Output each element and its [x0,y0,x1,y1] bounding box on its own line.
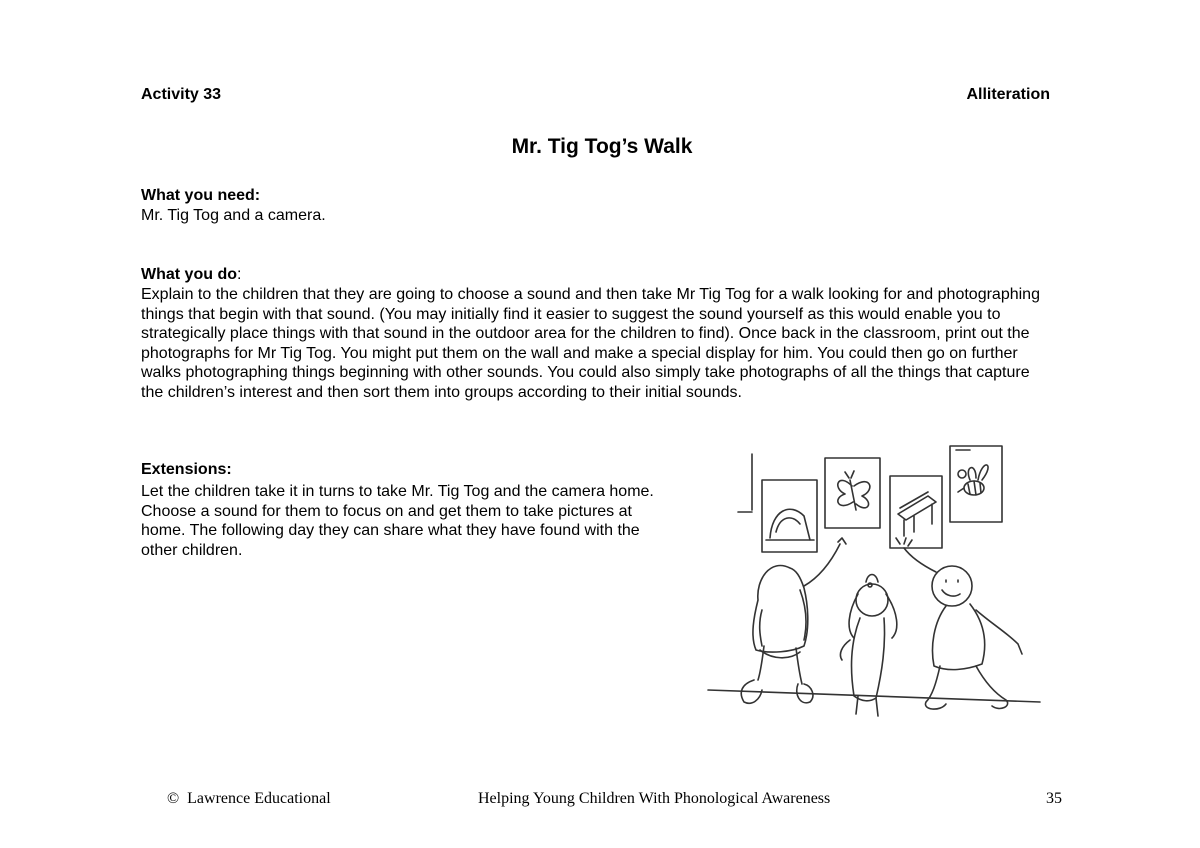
extensions-heading: Extensions: [141,461,232,478]
copyright-icon: © [167,790,180,807]
what-you-need-text: Mr. Tig Tog and a camera. [141,207,326,224]
activity-number: Activity 33 [141,86,222,103]
children-at-photo-display-illustration [700,440,1050,740]
girl-figure [741,538,846,703]
what-you-do-heading-line [141,265,241,285]
floor-line [708,690,1040,702]
wall-edge [738,454,752,512]
footer-publisher: Lawrence Educational [187,790,331,807]
footer-series-title: Helping Young Children With Phonological Awareness [478,790,831,807]
what-you-do-colon: : [236,266,242,283]
photo-frame-butterfly [825,458,880,528]
what-you-do-heading: What you do [141,266,237,283]
boy-figure [896,538,1022,709]
what-you-need-heading: What you need: [141,187,261,204]
photo-frame-slide [762,480,817,552]
extensions-text: Let the children take it in turns to take Mr. Tig Tog and the camera home. Choose a sound for them to focus on and get them to take pictures at home. The following day they can share what they have found with the other children. [141,483,654,559]
photo-frame-bench [890,476,942,548]
footer-page-number: 35 [1046,790,1062,807]
footer-copyright [167,790,331,808]
photo-frame-bee [950,446,1002,522]
what-you-do-text: Explain to the children that they are going to choose a sound and then take Mr Tig Tog for a walk looking for and photographing things that begin with that sound. (You may initially find it easier to suggest the sound yourself as this would enable you to strategically place things with that sound in the outdoor area for the children to find). Once back in the classroom, print out the photographs for Mr Tig Tog. You might put them on the wall and make a special display for him. You could then go on further walks photographing things beginning with other sounds. You could also simply take photographs of all the things that capture the children’s interest and then sort them into groups according to their initial sounds. [141,286,1040,401]
activity-topic: Alliteration [966,86,1050,103]
page-title: Mr. Tig Tog’s Walk [511,135,693,158]
